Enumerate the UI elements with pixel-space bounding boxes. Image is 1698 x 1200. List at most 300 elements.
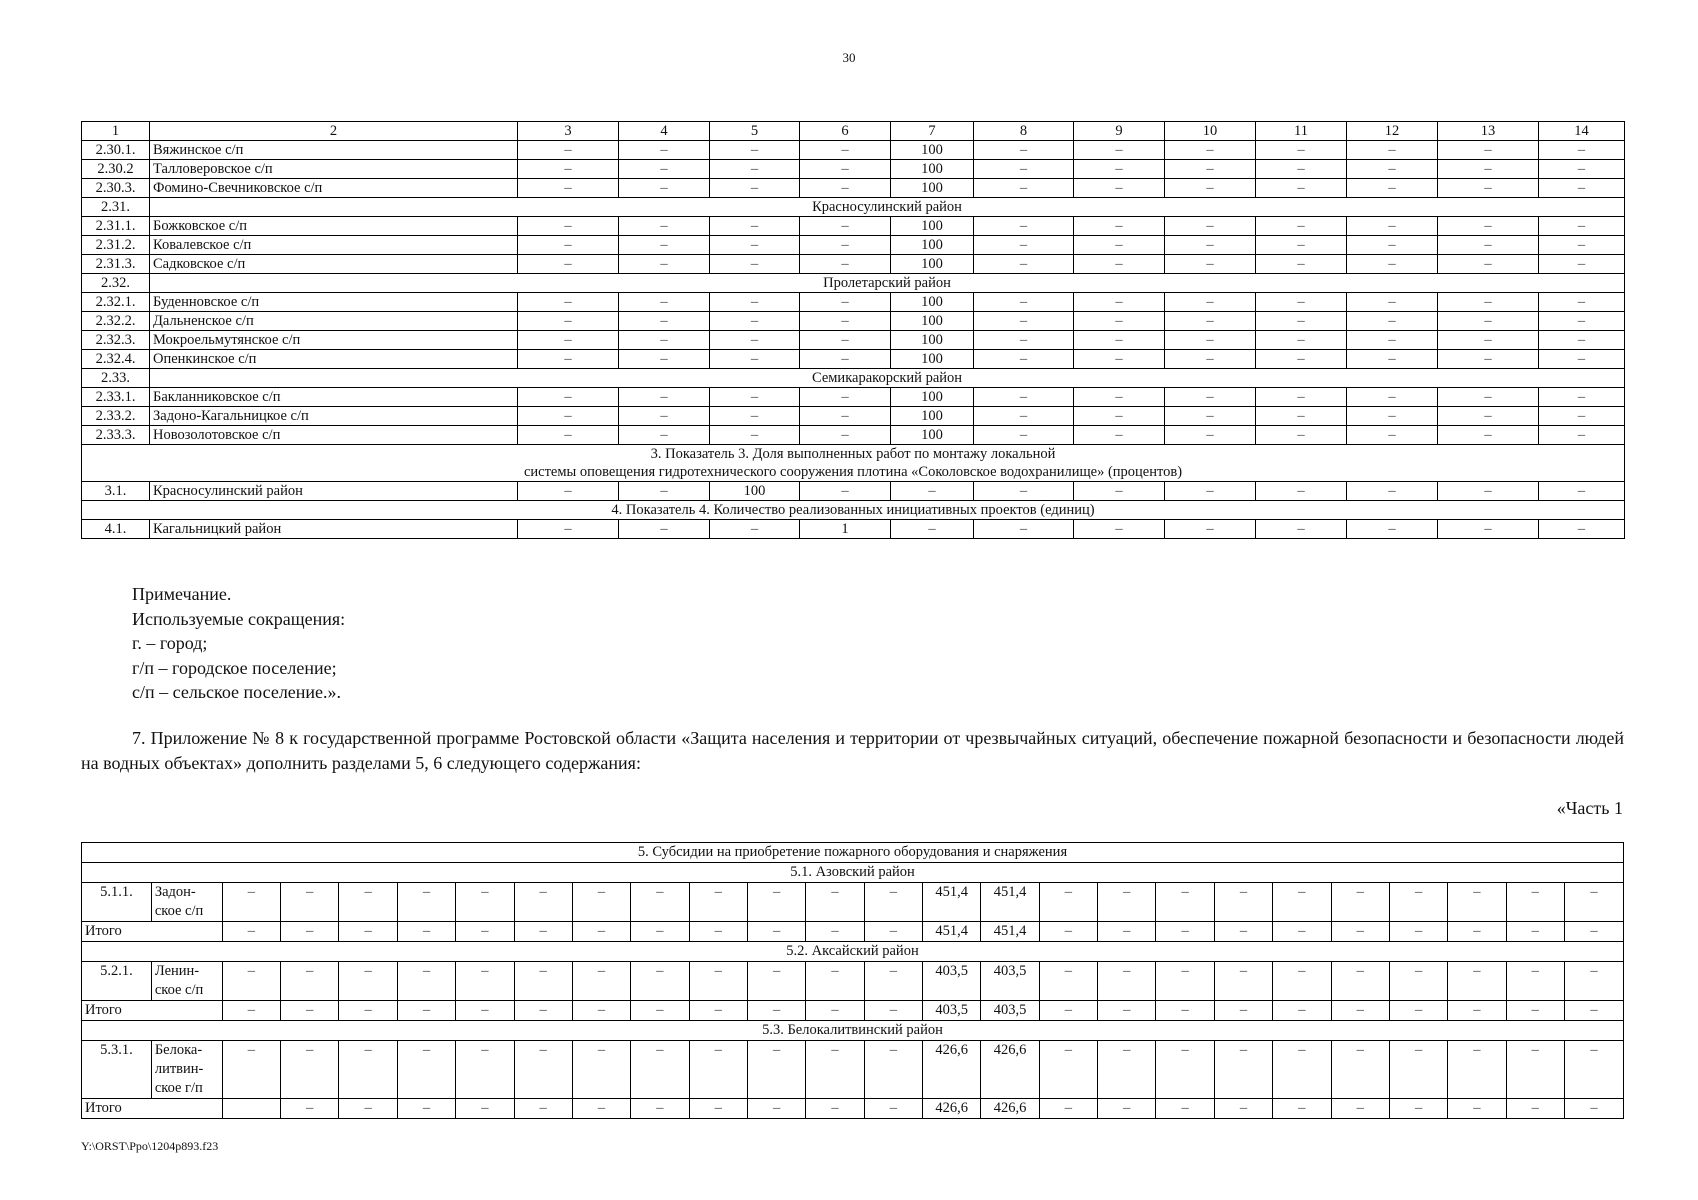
value-cell: – — [1506, 962, 1564, 1001]
value-cell: – — [1438, 331, 1539, 350]
row-name: Кагальницкий район — [150, 520, 518, 539]
value-cell: – — [631, 1041, 689, 1099]
value-cell: – — [1156, 883, 1214, 922]
table-row — [82, 217, 1625, 236]
value-cell: – — [631, 962, 689, 1001]
value-cell: – — [800, 217, 891, 236]
value-cell: – — [1347, 217, 1438, 236]
value-cell: – — [518, 255, 619, 274]
value-cell: 426,6 — [981, 1041, 1039, 1099]
value-cell: – — [518, 350, 619, 369]
value-cell: – — [619, 331, 710, 350]
table-row — [82, 350, 1625, 369]
value-cell: – — [339, 883, 397, 922]
value-cell: – — [1347, 179, 1438, 198]
value-cell: – — [1331, 962, 1389, 1001]
row-name: Божковское с/п — [150, 217, 518, 236]
table-title-row — [82, 843, 1624, 863]
value-cell: – — [518, 141, 619, 160]
value-cell: – — [806, 962, 864, 1001]
value-cell: – — [689, 922, 747, 942]
value-cell: – — [619, 255, 710, 274]
value-cell: – — [1165, 407, 1256, 426]
value-cell: – — [1074, 179, 1165, 198]
section-number: 2.32. — [82, 274, 150, 293]
value-cell: – — [747, 962, 805, 1001]
value-cell: – — [1438, 255, 1539, 274]
part-label: «Часть 1 — [1556, 798, 1623, 818]
value-cell: – — [1039, 962, 1097, 1001]
value-cell: – — [1214, 1041, 1272, 1099]
value-cell: – — [619, 293, 710, 312]
value-cell: – — [1214, 1001, 1272, 1021]
amendment-paragraph: 7. Приложение № 8 к государственной программе Ростовской области «Защита населения и территории от чрезвычайных ситуаций, обеспечение пожарной безопасности и безопасности людей на водных объектах» дополнить разделами 5, 6 следующего содержания: — [81, 728, 1624, 773]
value-cell: – — [1074, 255, 1165, 274]
value-cell: – — [456, 883, 514, 922]
value-cell: – — [1506, 1001, 1564, 1021]
heading-line: 4. Показатель 4. Количество реализованных инициативных проектов (единиц) — [611, 502, 1095, 518]
row-number: 2.30.1. — [82, 141, 150, 160]
value-cell: – — [710, 426, 800, 445]
value-cell: – — [1273, 1099, 1331, 1119]
value-cell: – — [1506, 883, 1564, 922]
value-cell: – — [1098, 1001, 1156, 1021]
value-cell: – — [514, 1041, 572, 1099]
value-cell: – — [710, 255, 800, 274]
value-cell: – — [974, 293, 1074, 312]
value-cell: – — [1039, 1099, 1097, 1119]
district-title: 5.2. Аксайский район — [82, 942, 1624, 962]
value-cell: – — [339, 922, 397, 942]
value-cell: – — [1331, 883, 1389, 922]
value-cell: – — [1539, 482, 1625, 501]
value-cell: – — [1156, 922, 1214, 942]
value-cell: – — [864, 1041, 922, 1099]
table-row — [82, 312, 1625, 331]
value-cell: – — [456, 922, 514, 942]
value-cell: – — [1165, 426, 1256, 445]
value-cell: – — [1156, 1001, 1214, 1021]
value-cell: – — [1438, 217, 1539, 236]
value-cell: – — [1389, 1041, 1447, 1099]
indicator-heading — [82, 445, 1625, 482]
value-cell: – — [747, 883, 805, 922]
value-cell: – — [710, 312, 800, 331]
value-cell: – — [1165, 160, 1256, 179]
district-row — [82, 1021, 1624, 1041]
value-cell: – — [974, 482, 1074, 501]
value-cell: – — [514, 883, 572, 922]
table-row — [82, 388, 1625, 407]
value-cell: – — [1256, 255, 1347, 274]
section-number: 2.31. — [82, 198, 150, 217]
indicator-heading-row — [82, 445, 1625, 482]
row-name: Ковалевское с/п — [150, 236, 518, 255]
note-line: г. – город; — [132, 633, 208, 653]
value-cell: – — [800, 179, 891, 198]
value-cell: – — [222, 922, 280, 942]
total-row — [82, 1001, 1624, 1021]
indicator-heading — [82, 501, 1625, 520]
value-cell: – — [1256, 426, 1347, 445]
value-cell: – — [1273, 922, 1331, 942]
column-header: 4 — [619, 122, 710, 141]
column-header: 9 — [1074, 122, 1165, 141]
value-cell: – — [1389, 883, 1447, 922]
row-number: 2.32.2. — [82, 312, 150, 331]
column-header: 5 — [710, 122, 800, 141]
table-row — [82, 482, 1625, 501]
value-cell: – — [281, 962, 339, 1001]
value-cell: 451,4 — [923, 922, 981, 942]
value-cell: – — [800, 312, 891, 331]
value-cell: – — [1448, 1001, 1506, 1021]
value-cell: – — [397, 962, 455, 1001]
section-row — [82, 274, 1625, 293]
value-cell: – — [518, 426, 619, 445]
value-cell: – — [1256, 482, 1347, 501]
value-cell: – — [689, 962, 747, 1001]
value-cell: – — [1539, 331, 1625, 350]
value-cell: – — [1347, 141, 1438, 160]
value-cell: – — [518, 236, 619, 255]
value-cell: – — [619, 312, 710, 331]
value-cell: – — [514, 962, 572, 1001]
value-cell: 100 — [891, 217, 974, 236]
row-name — [151, 883, 222, 922]
row-name-line: ское с/п — [154, 903, 204, 919]
value-cell: – — [1539, 388, 1625, 407]
value-cell: – — [1273, 883, 1331, 922]
value-cell: – — [1347, 520, 1438, 539]
value-cell: – — [1438, 141, 1539, 160]
value-cell: – — [891, 520, 974, 539]
value-cell: – — [1347, 426, 1438, 445]
value-cell: – — [1273, 1041, 1331, 1099]
section-row — [82, 369, 1625, 388]
value-cell: – — [514, 1001, 572, 1021]
row-name: Опенкинское с/п — [150, 350, 518, 369]
value-cell: – — [1256, 312, 1347, 331]
total-label: Итого — [82, 922, 223, 942]
value-cell: 403,5 — [923, 1001, 981, 1021]
value-cell: – — [281, 883, 339, 922]
row-number: 2.31.1. — [82, 217, 150, 236]
value-cell: – — [1539, 426, 1625, 445]
district-row — [82, 942, 1624, 962]
row-number: 2.31.2. — [82, 236, 150, 255]
column-header: 3 — [518, 122, 619, 141]
value-cell: – — [1214, 883, 1272, 922]
value-cell: – — [800, 482, 891, 501]
total-label: Итого — [82, 1099, 223, 1119]
value-cell: – — [619, 236, 710, 255]
value-cell: – — [281, 1001, 339, 1021]
subsidy-table — [81, 842, 1624, 1119]
value-cell: – — [1389, 922, 1447, 942]
total-label: Итого — [82, 1001, 223, 1021]
value-cell: – — [1539, 217, 1625, 236]
value-cell: – — [806, 1041, 864, 1099]
value-cell: – — [518, 407, 619, 426]
row-name-line: Задон- — [154, 884, 196, 900]
file-path-footer: Y:\ORST\Ppo\1204p893.f23 — [81, 1139, 219, 1153]
value-cell: – — [689, 1041, 747, 1099]
value-cell: – — [800, 293, 891, 312]
column-header: 12 — [1347, 122, 1438, 141]
value-cell: – — [1438, 388, 1539, 407]
value-cell: – — [710, 141, 800, 160]
column-header: 13 — [1438, 122, 1539, 141]
value-cell: 100 — [891, 407, 974, 426]
value-cell: – — [806, 883, 864, 922]
row-number: 5.3.1. — [82, 1041, 152, 1099]
value-cell: – — [1438, 482, 1539, 501]
heading-line: 3. Показатель 3. Доля выполненных работ по монтажу локальной — [650, 446, 1056, 462]
value-cell: – — [974, 407, 1074, 426]
value-cell: – — [456, 962, 514, 1001]
value-cell: – — [1438, 179, 1539, 198]
row-number: 5.2.1. — [82, 962, 152, 1001]
value-cell: – — [456, 1099, 514, 1119]
value-cell: – — [1564, 883, 1623, 922]
value-cell: – — [864, 962, 922, 1001]
row-number: 2.33.2. — [82, 407, 150, 426]
value-cell: – — [1256, 179, 1347, 198]
value-cell: – — [1156, 1099, 1214, 1119]
value-cell: 451,4 — [981, 883, 1039, 922]
row-number: 4.1. — [82, 520, 150, 539]
value-cell: – — [710, 407, 800, 426]
value-cell: – — [974, 350, 1074, 369]
value-cell: – — [1347, 160, 1438, 179]
table-row — [82, 293, 1625, 312]
value-cell: – — [397, 1099, 455, 1119]
table-row — [82, 962, 1624, 1001]
value-cell: – — [974, 160, 1074, 179]
value-cell: – — [1256, 407, 1347, 426]
value-cell: – — [397, 922, 455, 942]
value-cell: – — [1074, 482, 1165, 501]
value-cell: – — [1389, 1099, 1447, 1119]
row-name: Дальненское с/п — [150, 312, 518, 331]
value-cell: – — [1448, 883, 1506, 922]
row-number: 2.32.4. — [82, 350, 150, 369]
value-cell: – — [619, 482, 710, 501]
value-cell: – — [222, 883, 280, 922]
table-row — [82, 236, 1625, 255]
value-cell: – — [1074, 350, 1165, 369]
value-cell: – — [974, 141, 1074, 160]
value-cell: – — [864, 922, 922, 942]
value-cell: – — [1389, 962, 1447, 1001]
value-cell: – — [747, 1041, 805, 1099]
value-cell: – — [1331, 1001, 1389, 1021]
value-cell: – — [1098, 962, 1156, 1001]
value-cell: – — [974, 179, 1074, 198]
value-cell: – — [518, 331, 619, 350]
value-cell: – — [1165, 520, 1256, 539]
value-cell: – — [710, 217, 800, 236]
value-cell: – — [806, 1099, 864, 1119]
table-row — [82, 255, 1625, 274]
value-cell: – — [1539, 407, 1625, 426]
value-cell: – — [281, 922, 339, 942]
value-cell: – — [1156, 1041, 1214, 1099]
value-cell: – — [1214, 922, 1272, 942]
value-cell: – — [1331, 1099, 1389, 1119]
value-cell — [222, 1099, 280, 1119]
value-cell: 403,5 — [981, 1001, 1039, 1021]
row-name: Буденновское с/п — [150, 293, 518, 312]
header-row — [82, 122, 1625, 141]
value-cell: – — [339, 1099, 397, 1119]
value-cell: – — [974, 217, 1074, 236]
value-cell: – — [222, 1041, 280, 1099]
value-cell: – — [1438, 160, 1539, 179]
section-number: 2.33. — [82, 369, 150, 388]
row-name: Вяжинское с/п — [150, 141, 518, 160]
value-cell: – — [1074, 331, 1165, 350]
column-header: 2 — [150, 122, 518, 141]
value-cell: – — [800, 331, 891, 350]
value-cell: 100 — [891, 293, 974, 312]
value-cell: – — [1074, 217, 1165, 236]
value-cell: – — [1214, 962, 1272, 1001]
value-cell: – — [1539, 141, 1625, 160]
value-cell: – — [397, 1041, 455, 1099]
value-cell: – — [864, 883, 922, 922]
value-cell: – — [572, 1001, 630, 1021]
value-cell: 100 — [891, 331, 974, 350]
value-cell: – — [518, 388, 619, 407]
value-cell: – — [974, 388, 1074, 407]
value-cell: 100 — [710, 482, 800, 501]
value-cell: – — [1039, 883, 1097, 922]
value-cell: – — [1165, 312, 1256, 331]
value-cell: – — [800, 350, 891, 369]
value-cell: – — [456, 1041, 514, 1099]
notes — [132, 582, 345, 705]
value-cell: – — [222, 1001, 280, 1021]
district-row — [82, 863, 1624, 883]
value-cell: – — [1347, 255, 1438, 274]
table-title: 5. Субсидии на приобретение пожарного оборудования и снаряжения — [82, 843, 1624, 863]
value-cell: – — [572, 1099, 630, 1119]
value-cell: – — [1256, 350, 1347, 369]
value-cell: – — [1539, 236, 1625, 255]
row-name-line: ское г/п — [154, 1080, 203, 1096]
value-cell: – — [710, 331, 800, 350]
value-cell: – — [710, 350, 800, 369]
value-cell: – — [974, 426, 1074, 445]
value-cell: 100 — [891, 179, 974, 198]
value-cell: 451,4 — [981, 922, 1039, 942]
row-name — [151, 962, 222, 1001]
value-cell: – — [1347, 331, 1438, 350]
value-cell: – — [1389, 1001, 1447, 1021]
value-cell: – — [1039, 1001, 1097, 1021]
value-cell: – — [1098, 922, 1156, 942]
value-cell: – — [1039, 1041, 1097, 1099]
value-cell: – — [518, 179, 619, 198]
row-name-line: Ленин- — [154, 963, 200, 979]
value-cell: – — [806, 922, 864, 942]
note-line: Примечание. — [132, 584, 232, 604]
value-cell: – — [518, 293, 619, 312]
value-cell: – — [281, 1041, 339, 1099]
district-title: 5.3. Белокалитвинский район — [82, 1021, 1624, 1041]
value-cell: 403,5 — [981, 962, 1039, 1001]
value-cell: – — [1564, 962, 1623, 1001]
value-cell: – — [1165, 141, 1256, 160]
page-number: 30 — [842, 50, 856, 65]
row-name-line: Белока- — [154, 1042, 203, 1058]
value-cell: – — [619, 350, 710, 369]
value-cell: – — [619, 407, 710, 426]
value-cell: – — [1539, 293, 1625, 312]
row-name: Красносулинский район — [150, 482, 518, 501]
section-title: Пролетарский район — [150, 274, 1625, 293]
value-cell: – — [1539, 160, 1625, 179]
value-cell: – — [1156, 962, 1214, 1001]
value-cell: – — [1506, 1041, 1564, 1099]
value-cell: 100 — [891, 426, 974, 445]
value-cell: – — [1165, 236, 1256, 255]
value-cell: – — [689, 883, 747, 922]
value-cell: – — [1074, 312, 1165, 331]
value-cell: – — [1165, 293, 1256, 312]
value-cell: – — [974, 520, 1074, 539]
value-cell: – — [1438, 312, 1539, 331]
value-cell: 100 — [891, 255, 974, 274]
column-header: 11 — [1256, 122, 1347, 141]
value-cell: – — [222, 962, 280, 1001]
row-name: Бакланниковское с/п — [150, 388, 518, 407]
value-cell: 426,6 — [923, 1041, 981, 1099]
value-cell: – — [1539, 255, 1625, 274]
value-cell: – — [1438, 426, 1539, 445]
table-row — [82, 179, 1625, 198]
value-cell: – — [689, 1001, 747, 1021]
row-number: 2.31.3. — [82, 255, 150, 274]
value-cell: – — [1074, 160, 1165, 179]
value-cell: – — [518, 520, 619, 539]
value-cell: – — [710, 293, 800, 312]
row-number: 2.32.3. — [82, 331, 150, 350]
value-cell: – — [1165, 179, 1256, 198]
value-cell: – — [710, 388, 800, 407]
value-cell: 100 — [891, 160, 974, 179]
value-cell: – — [1347, 407, 1438, 426]
value-cell: – — [1165, 331, 1256, 350]
value-cell: – — [974, 255, 1074, 274]
value-cell: – — [631, 883, 689, 922]
value-cell: – — [631, 922, 689, 942]
value-cell: – — [1506, 1099, 1564, 1119]
value-cell: – — [397, 883, 455, 922]
district-title: 5.1. Азовский район — [82, 863, 1624, 883]
column-header: 14 — [1539, 122, 1625, 141]
row-name: Задоно-Кагальницкое с/п — [150, 407, 518, 426]
value-cell: – — [514, 1099, 572, 1119]
value-cell: – — [572, 1041, 630, 1099]
table-row — [82, 331, 1625, 350]
value-cell: – — [572, 922, 630, 942]
value-cell: – — [1438, 350, 1539, 369]
value-cell: – — [631, 1099, 689, 1119]
value-cell: 426,6 — [923, 1099, 981, 1119]
